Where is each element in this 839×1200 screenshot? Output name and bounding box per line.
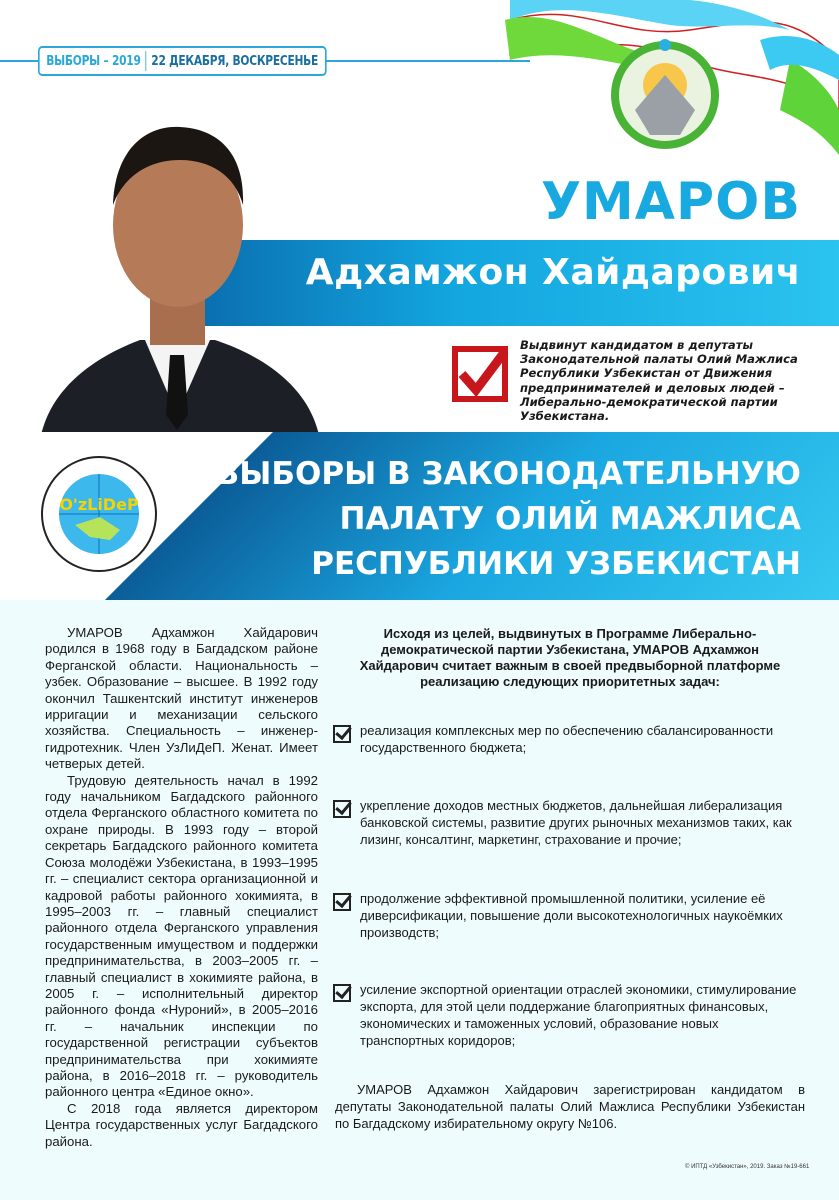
bio-paragraph: С 2018 года является директором Центра государственных услуг Багдадского района.	[45, 1100, 318, 1149]
checkbox-icon	[333, 984, 351, 1002]
candidate-surname: УМАРОВ	[540, 172, 801, 232]
registration-statement: УМАРОВ Адхамжон Хайдарович зарегистрирован кандидатом в депутаты Законодательной палаты Олий Мажлиса Республики Узбекистан по Багдадскому избирательному округу №106.	[335, 1082, 805, 1131]
checkbox-icon	[333, 893, 351, 911]
program-item	[333, 722, 803, 756]
candidate-portrait	[30, 85, 325, 440]
program-item-text: реализация комплексных мер по обеспечению сбалансированности государственного бюджета;	[360, 723, 774, 755]
election-date: 22 ДЕКАБРЯ, ВОСКРЕСЕНЬЕ	[151, 53, 319, 69]
checkbox-icon	[333, 725, 351, 743]
program-item-text: укрепление доходов местных бюджетов, дальнейшая либерализация банковской системы, развитие других рыночных механизмов таких, как лизинг, консалтинг, маркетинг, страхование и прочие;	[360, 798, 792, 847]
headline-line: ПАЛАТУ ОЛИЙ МАЖЛИСА	[339, 501, 801, 537]
bio-paragraph: Трудовую деятельность начал в 1992 году начальником Багдадского районного отдела Ферганского областного комитета по охране природы. В 1993 году – второй секретарь Багдадского районного комитета Союза молодёжи Узбекистана, в 1993–1995 гг. – специалист сектора организационной и кадровой работы районного хокимията, в 1995–2003 гг. – главный специалист районного отдела Ферганского управления государственным имуществом и поддержки предпринимательства, в 2003–2005 гг. – главный специалист в хокимияте района, в 2005 г. – исполнительный директор районного фонда «Нуроний», в 2005–2016 гг. – начальник инспекции по государственной регистрации субъектов предпринимательства при хокимияте района, в 2016–2018 гг. – руководитель районного центра «Единое окно».	[45, 772, 318, 1100]
program-item-text: усиление экспортной ориентации отраслей экономики, стимулирование экспорта, для этой цели поддержание благоприятных финансовых, экономических и таможенных условий, образование новых транспортных коридоров;	[360, 982, 797, 1048]
candidate-given-names: Адхамжон Хайдарович	[305, 252, 801, 293]
program-item	[333, 797, 803, 848]
print-imprint: © ИПТД «Узбекистан», 2019. Заказ №19-661	[685, 1164, 810, 1170]
program-item-text: продолжение эффективной промышленной политики, усиление её диверсификации, повышение доли высокотехнологичных наукоёмких производств;	[360, 891, 783, 940]
checkbox-icon	[333, 800, 351, 818]
program-intro: Исходя из целей, выдвинутых в Программе Либерально-демократической партии Узбекистана, УМАРОВ Адхамжон Хайдарович считает важным в своей предвыборной платформе реализацию следующих приоритетных задач:	[359, 626, 781, 689]
flag-and-emblem-image	[490, 0, 839, 165]
election-headline	[216, 452, 801, 587]
ballot-check-icon	[452, 346, 508, 402]
party-logo	[40, 455, 158, 573]
candidate-biography	[45, 625, 318, 1150]
tag-divider	[146, 51, 147, 71]
election-year: ВЫБОРЫ – 2019	[46, 53, 141, 69]
program-item	[333, 981, 803, 1049]
program-item	[333, 890, 803, 941]
nomination-statement: Выдвинут кандидатом в депутаты Законодательной палаты Олий Мажлиса Республики Узбекистан от Движения предпринимателей и деловых людей – Либерально-демократической партии Узбекистана.	[520, 338, 798, 424]
bio-paragraph: УМАРОВ Адхамжон Хайдарович родился в 1968 году в Багдадском районе Ферганской области. Национальность – узбек. Образование – высшее. В 1992 году окончил Ташкентский институт инженеров ирригации и механизации сельского хозяйства. Специальность – инженер-гидротехник. Член УзЛиДеП. Женат. Имеет четверых детей.	[45, 625, 318, 772]
party-logo-text: O'zLiDeP	[59, 495, 139, 514]
headline-line: РЕСПУБЛИКИ УЗБЕКИСТАН	[311, 546, 801, 582]
headline-line: ВЫБОРЫ В ЗАКОНОДАТЕЛЬНУЮ	[215, 456, 801, 492]
election-date-tag	[38, 46, 326, 76]
